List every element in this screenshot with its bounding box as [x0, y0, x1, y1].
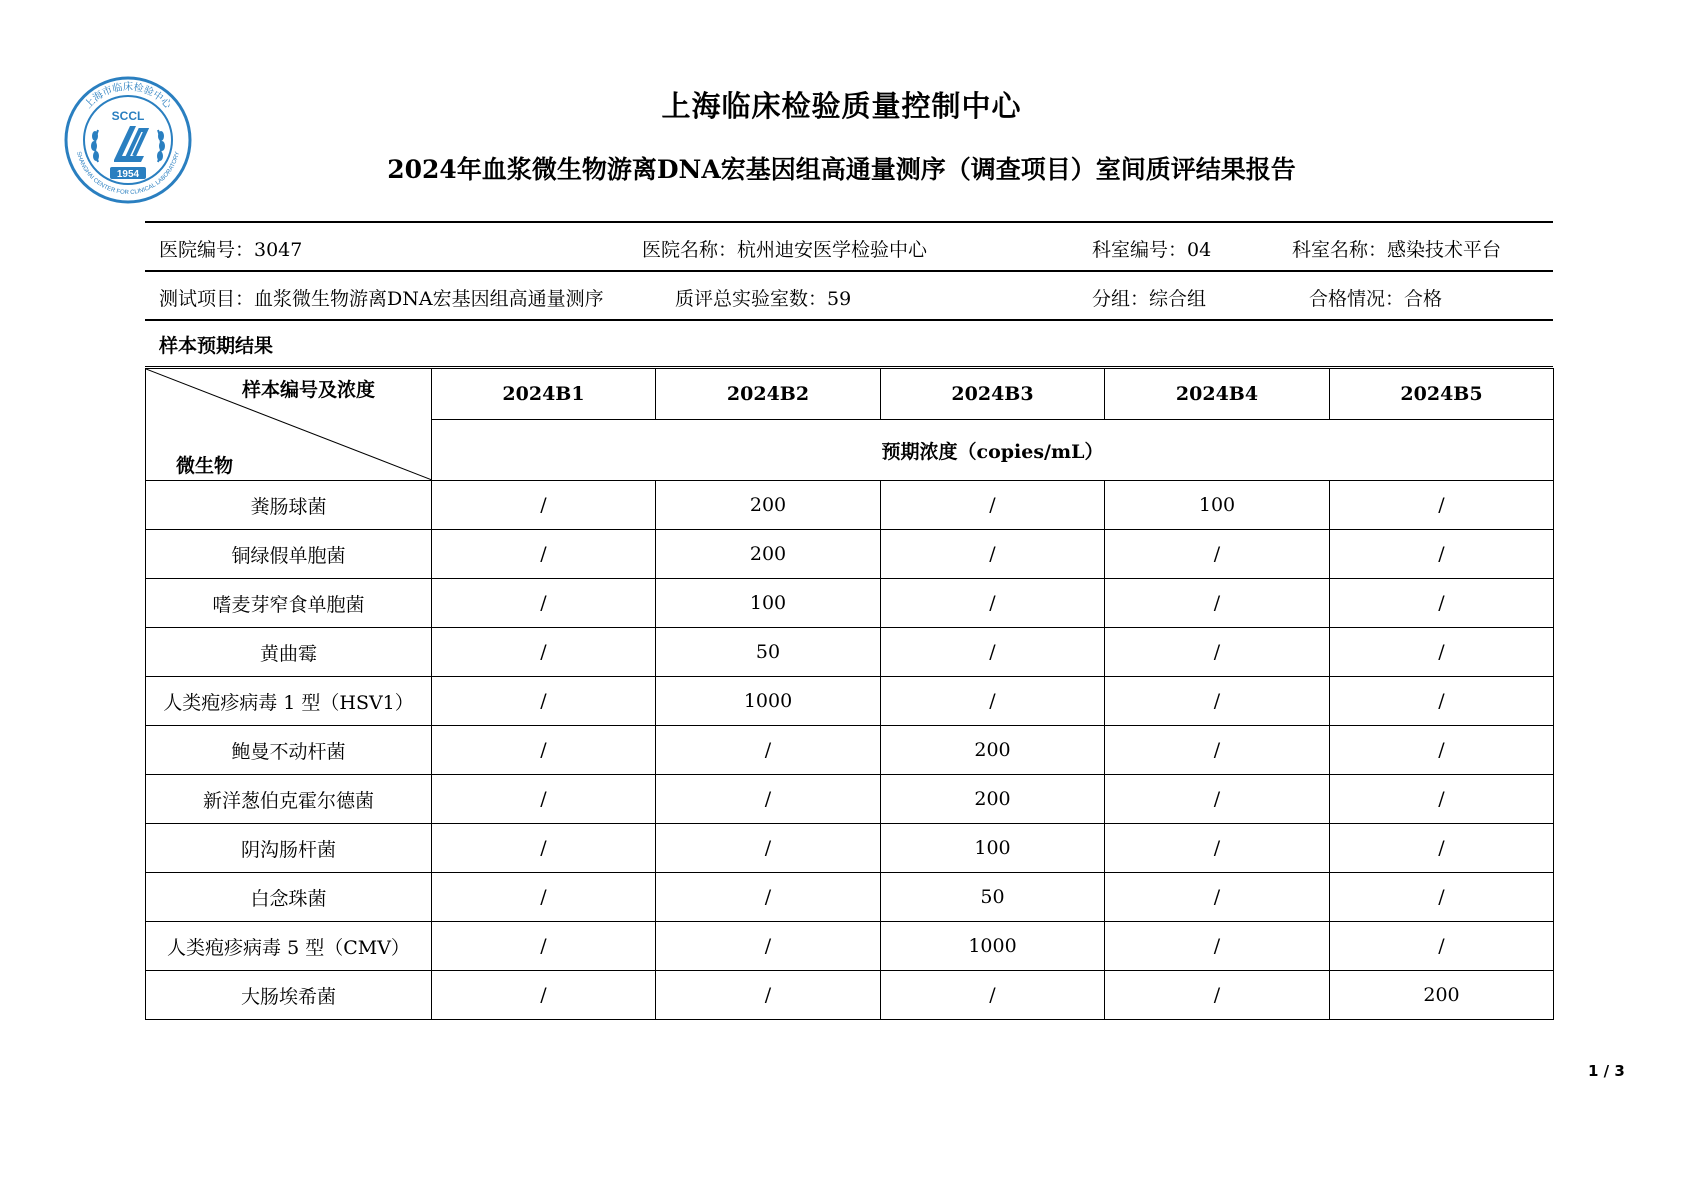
concentration-cell: / [432, 579, 656, 628]
concentration-cell: / [881, 677, 1105, 726]
concentration-cell: / [432, 530, 656, 579]
concentration-cell: / [1330, 824, 1554, 873]
concentration-cell: / [432, 775, 656, 824]
concentration-cell: 200 [1330, 971, 1554, 1020]
microbe-name-cell: 铜绿假单胞菌 [146, 530, 432, 579]
concentration-cell: / [1105, 579, 1330, 628]
concentration-cell: / [1105, 628, 1330, 677]
concentration-cell: 200 [881, 775, 1105, 824]
concentration-cell: / [1105, 922, 1330, 971]
table-row [146, 481, 1554, 530]
concentration-cell: / [656, 726, 881, 775]
report-subtitle: 2024年血浆微生物游离DNA宏基因组高通量测序（调查项目）室间质评结果报告 [387, 155, 1296, 184]
table-row [146, 677, 1554, 726]
section-title: 样本预期结果 [159, 335, 274, 357]
results-table [145, 368, 1554, 1020]
concentration-cell: / [1330, 775, 1554, 824]
divider-line [145, 366, 1553, 367]
divider-line [145, 270, 1553, 272]
concentration-cell: 100 [881, 824, 1105, 873]
concentration-cell: 200 [656, 530, 881, 579]
microbe-name-cell: 大肠埃希菌 [146, 971, 432, 1020]
concentration-cell: / [1330, 873, 1554, 922]
group: 分组：综合组 [1092, 288, 1207, 310]
concentration-cell: 1000 [881, 922, 1105, 971]
diag-header-bottom: 微生物 [176, 455, 234, 477]
concentration-cell: / [432, 922, 656, 971]
concentration-cell: / [656, 775, 881, 824]
concentration-cell: / [656, 971, 881, 1020]
concentration-cell: / [1330, 677, 1554, 726]
table-row [146, 530, 1554, 579]
microbe-name-cell: 白念珠菌 [146, 873, 432, 922]
concentration-cell: / [432, 481, 656, 530]
table-row [146, 775, 1554, 824]
concentration-cell: 100 [1105, 481, 1330, 530]
microbe-name-cell: 嗜麦芽窄食单胞菌 [146, 579, 432, 628]
concentration-cell: 200 [656, 481, 881, 530]
pass-status: 合格情况：合格 [1309, 288, 1443, 310]
divider-line [145, 221, 1553, 223]
concentration-cell: / [1105, 873, 1330, 922]
diagonal-header-cell [146, 369, 432, 481]
hospital-id: 医院编号：3047 [159, 239, 303, 261]
concentration-cell: / [1105, 824, 1330, 873]
concentration-cell: 200 [881, 726, 1105, 775]
concentration-header: 预期浓度（copies/mL） [432, 420, 1554, 481]
dept-name: 科室名称：感染技术平台 [1292, 239, 1502, 261]
table-body [146, 481, 1554, 1020]
concentration-cell: / [1105, 530, 1330, 579]
concentration-cell: / [1330, 579, 1554, 628]
concentration-cell: / [1330, 530, 1554, 579]
table-row [146, 824, 1554, 873]
microbe-name-cell: 新洋葱伯克霍尔德菌 [146, 775, 432, 824]
concentration-cell: / [432, 873, 656, 922]
concentration-cell: / [432, 824, 656, 873]
lab-count: 质评总实验室数：59 [675, 288, 852, 310]
microbe-name-cell: 鲍曼不动杆菌 [146, 726, 432, 775]
concentration-cell: / [881, 530, 1105, 579]
column-header: 2024B4 [1105, 369, 1330, 420]
concentration-cell: / [1330, 922, 1554, 971]
divider-line [145, 319, 1553, 321]
microbe-name-cell: 粪肠球菌 [146, 481, 432, 530]
column-header: 2024B1 [432, 369, 656, 420]
table-row [146, 873, 1554, 922]
concentration-cell: / [1105, 971, 1330, 1020]
column-header: 2024B2 [656, 369, 881, 420]
test-item: 测试项目：血浆微生物游离DNA宏基因组高通量测序 [159, 288, 604, 310]
table-row [146, 971, 1554, 1020]
table-row [146, 726, 1554, 775]
hospital-name: 医院名称：杭州迪安医学检验中心 [642, 239, 928, 261]
seal-ring-text-en: SHANGHAI CENTER FOR CLINICAL LABORATORY [74, 151, 182, 197]
concentration-cell: / [656, 922, 881, 971]
concentration-cell: / [656, 873, 881, 922]
concentration-cell: / [1105, 677, 1330, 726]
concentration-cell: / [881, 481, 1105, 530]
diag-header-top: 样本编号及浓度 [242, 379, 376, 401]
table-row [146, 922, 1554, 971]
concentration-cell: / [432, 971, 656, 1020]
page-number: 1 / 3 [1588, 1062, 1625, 1080]
concentration-cell: / [881, 971, 1105, 1020]
microbe-name-cell: 阴沟肠杆菌 [146, 824, 432, 873]
concentration-cell: 50 [656, 628, 881, 677]
concentration-cell: / [881, 628, 1105, 677]
seal-year: 1954 [116, 169, 140, 180]
seal-ring-text: 上海市临床检验中心 [82, 82, 174, 111]
concentration-cell: / [432, 677, 656, 726]
microbe-name-cell: 人类疱疹病毒 5 型（CMV） [146, 922, 432, 971]
column-header: 2024B3 [881, 369, 1105, 420]
dept-id: 科室编号：04 [1092, 239, 1212, 261]
concentration-cell: / [1330, 726, 1554, 775]
concentration-cell: / [1105, 726, 1330, 775]
concentration-cell: / [1330, 481, 1554, 530]
concentration-cell: / [1105, 775, 1330, 824]
concentration-cell: 1000 [656, 677, 881, 726]
microbe-name-cell: 黄曲霉 [146, 628, 432, 677]
table-row [146, 628, 1554, 677]
concentration-cell: / [881, 579, 1105, 628]
results-table-wrap [145, 368, 1553, 1020]
microbe-name-cell: 人类疱疹病毒 1 型（HSV1） [146, 677, 432, 726]
concentration-cell: / [1330, 628, 1554, 677]
concentration-cell: 100 [656, 579, 881, 628]
table-row [146, 579, 1554, 628]
seal-abbr: SCCL [111, 109, 145, 123]
concentration-cell: / [656, 824, 881, 873]
concentration-cell: / [432, 628, 656, 677]
report-org-title: 上海临床检验质量控制中心 [661, 89, 1022, 123]
concentration-cell: 50 [881, 873, 1105, 922]
concentration-cell: / [432, 726, 656, 775]
column-header: 2024B5 [1330, 369, 1554, 420]
